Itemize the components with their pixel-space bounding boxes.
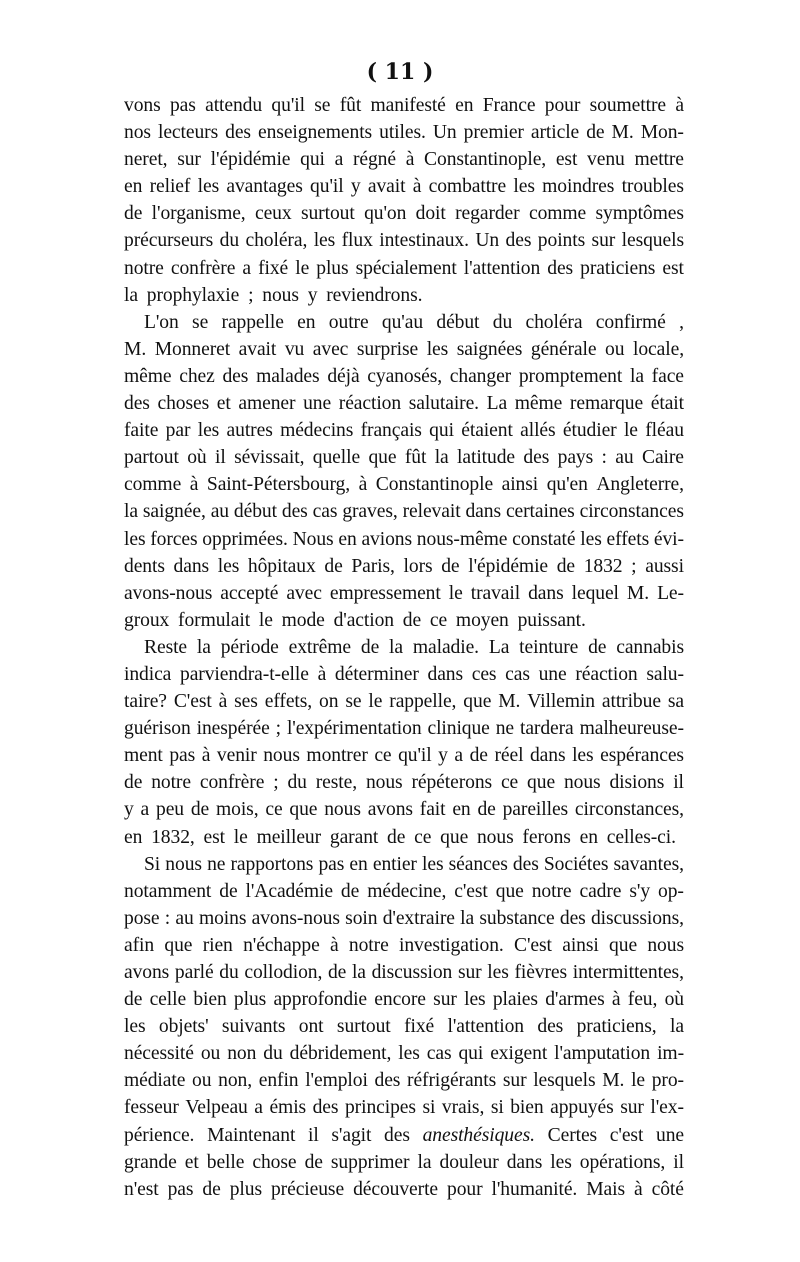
text-line: partout où il sévissait, quelle que fût la latitude des pays : au Caire [124,447,684,469]
text-line: M. Monneret avait vu avec surprise les saignées générale ou locale, [124,338,684,360]
text-line: des choses et amener une réaction salutaire. La même remarque était [124,393,684,415]
text-line: neret, sur l'épidémie qui a régné à Constantinople, est venu mettre [124,149,684,171]
text-line: L'on se rappelle en outre qu'au début du choléra confirmé , [144,311,684,333]
text-line: les forces opprimées. Nous en avions nous-même constaté les effets évi- [124,528,684,550]
body-text [124,92,684,1203]
text-line: taire? C'est à ses effets, on se le rappelle, que M. Villemin attribue sa [124,691,684,713]
text-line: afin que rien n'échappe à notre investigation. C'est ainsi que nous [124,934,684,956]
text-line: fesseur Velpeau a émis des principes si vrais, si bien appuyés sur l'ex- [124,1097,684,1119]
text-line: vons pas attendu qu'il se fût manifesté en France pour soumettre à [124,95,684,116]
text-line: Si nous ne rapportons pas en entier les séances des Sociétes savantes, [144,853,684,875]
text-line: comme à Saint-Pétersbourg, à Constantinople ainsi qu'en Angleterre, [124,474,684,496]
text-line: notamment de l'Académie de médecine, c'est que notre cadre s'y op- [124,880,684,902]
text-line: les objets' suivants ont surtout fixé l'attention des praticiens, la [124,1016,684,1038]
text-line: ment pas à venir nous montrer ce qu'il y a de réel dans les espérances [124,745,684,767]
text-line: nos lecteurs des enseignements utiles. Un premier article de M. Mon- [124,122,684,144]
text-line: y a peu de mois, ce que nous avons fait en de pareilles circonstances, [124,799,684,821]
text-line: Reste la période extrême de la maladie. La teinture de cannabis [144,636,684,658]
text-line: en relief les avantages qu'il y avait à combattre les moindres troubles [124,176,684,198]
text-line: la prophylaxie ; nous y reviendrons. [124,284,423,306]
text-line: médiate ou non, enfin l'emploi des réfrigérants sur lesquels M. le pro- [124,1070,684,1092]
text-line: dents dans les hôpitaux de Paris, lors de l'épidémie de 1832 ; aussi [124,555,684,577]
page-number: ( 11 ) [366,59,434,85]
text-line: de notre confrère ; du reste, nous répéterons ce que nous disions il [124,772,684,794]
text-line: indica parviendra-t-elle à déterminer dans ces cas une réaction salu- [124,663,684,685]
text-line: même chez des malades déjà cyanosés, changer promptement la face [124,365,684,387]
text-line: la saignée, au début des cas graves, relevait dans certaines circonstances [124,501,684,523]
text-line: notre confrère a fixé le plus spécialement l'attention des praticiens est [124,257,684,279]
text-line: avons parlé du collodion, de la discussion sur les fièvres intermittentes, [124,962,684,983]
text-line: nécessité ou non du débridement, les cas qui exigent l'amputation im- [124,1043,684,1065]
text-line: périence. Maintenant il s'agit des anesthésiques. Certes c'est une [124,1124,684,1146]
text-line: avons-nous accepté avec empressement le travail dans lequel M. Le- [124,582,684,604]
text-line: groux formulait le mode d'action de ce moyen puissant. [124,609,586,631]
text-line: guérison inespérée ; l'expérimentation clinique ne tardera malheureuse- [124,718,684,740]
text-line: n'est pas de plus précieuse découverte pour l'humanité. Mais à côté [124,1178,684,1200]
text-line: de l'organisme, ceux surtout qu'on doit regarder comme symptômes [124,203,684,225]
text-line: de celle bien plus approfondie encore sur les plaies d'armes à feu, où [124,989,684,1011]
text-line: faite par les autres médecins français qui étaient allés étudier le fléau [124,420,684,442]
text-line: grande et belle chose de supprimer la douleur dans les opérations, il [124,1151,684,1173]
text-line: précurseurs du choléra, les flux intestinaux. Un des points sur lesquels [124,230,684,252]
text-line: pose : au moins avons-nous soin d'extraire la substance des discussions, [124,907,684,929]
text-line: en 1832, est le meilleur garant de ce que nous ferons en celles-ci. [124,826,676,848]
